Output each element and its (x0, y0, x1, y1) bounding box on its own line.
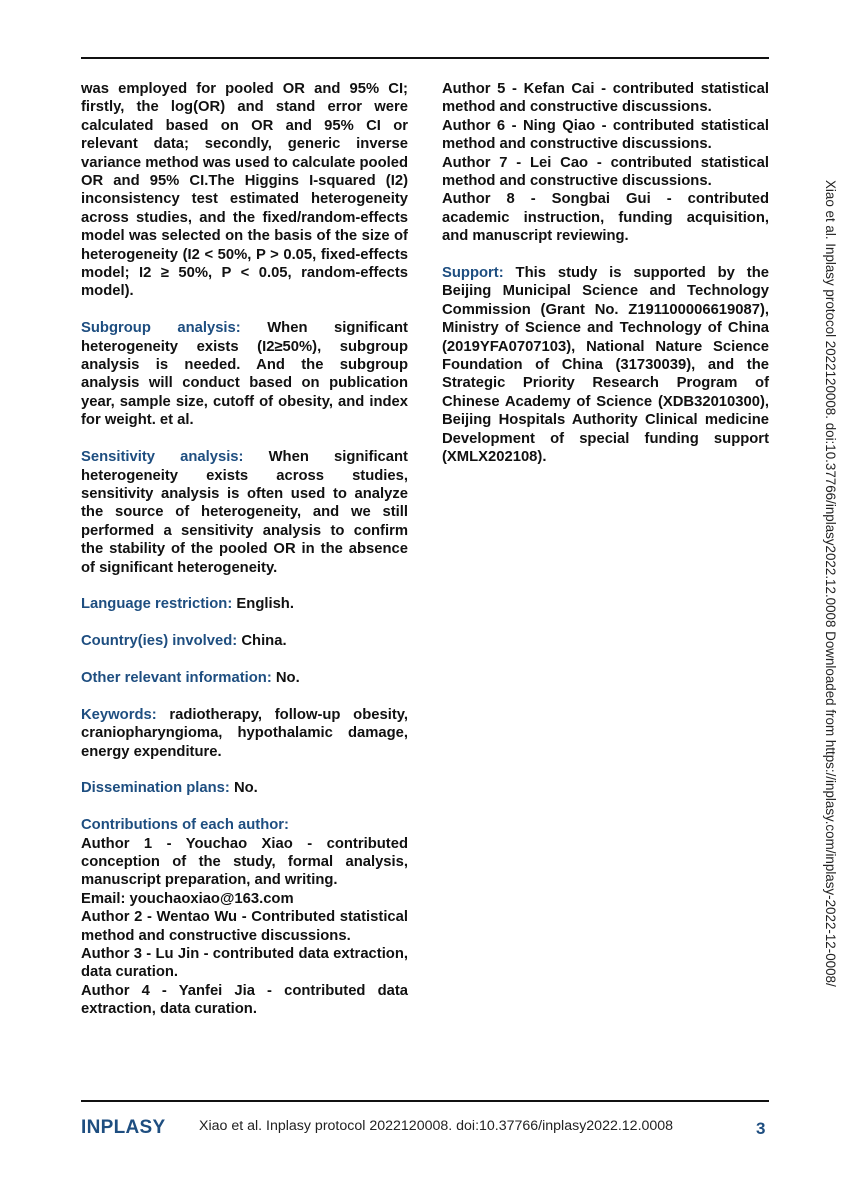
footer-citation: Xiao et al. Inplasy protocol 2022120008. doi:10.37766/inplasy2022.12.0008 (199, 1118, 674, 1134)
language-heading: Language restriction: (81, 596, 233, 613)
author-1-contribution: Author 1 - Youchao Xiao - contributed conception of the study, formal analysis, manuscript preparation, and writing. (81, 835, 408, 889)
dissemination-section (81, 779, 408, 797)
other-info-section (81, 669, 408, 687)
dissemination-text: No. (233, 780, 258, 797)
author-6-contribution: Author 6 - Ning Qiao - contributed statistical method and constructive discussions. (442, 117, 769, 153)
top-rule (81, 57, 769, 59)
author-1-email: Email: youchaoxiao@163.com (81, 890, 294, 907)
country-heading: Country(ies) involved: (81, 633, 238, 650)
contributions-heading: Contributions of each author: (81, 817, 289, 834)
sensitivity-section (81, 448, 408, 577)
author-contributions-continued (442, 80, 769, 246)
author-7-contribution: Author 7 - Lei Cao - contributed statistical method and constructive discussions. (442, 154, 769, 190)
footer-brand-logo: INPLASY (81, 1117, 166, 1138)
sensitivity-text: When significant heterogeneity exists across studies, sensitivity analysis is often used to analyze the source of heterogeneity, and we still performed a sensitivity analysis to confirm the stability of the pooled OR in the absence of significant heterogeneity. (81, 449, 408, 576)
sensitivity-heading: Sensitivity analysis: (81, 449, 244, 466)
bottom-rule (81, 1100, 769, 1102)
author-5-contribution: Author 5 - Kefan Cai - contributed statistical method and constructive discussions. (442, 81, 769, 116)
other-info-text: No. (275, 669, 300, 686)
author-3-contribution: Author 3 - Lu Jin - contributed data extraction, data curation. (81, 945, 408, 981)
left-column (81, 80, 408, 1019)
subgroup-heading: Subgroup analysis: (81, 320, 241, 337)
country-section (81, 632, 408, 650)
support-text: This study is supported by the Beijing Municipal Science and Technology Commission (Grant No. Z191100006619087), Ministry of Science and Technology of China (2019YFA0707103), National Nature Science Foundation of China (31730039), and the Strategic Priority Research Program of Chinese Academy of Science (XDB32010300), Beijing Hospitals Authority Clinical medicine Development of special funding support (XMLX202108). (442, 265, 769, 466)
author-4-contribution: Author 4 - Yanfei Jia - contributed data extraction, data curation. (81, 982, 408, 1018)
keywords-section (81, 706, 408, 761)
contributions-section (81, 816, 408, 1018)
methods-paragraph: was employed for pooled OR and 95% CI; firstly, the log(OR) and stand error were calculated based on OR and 95% CI or relevant data; secondly, generic inverse variance method was used to calculate pooled OR and 95% CI.The Higgins I-squared (I2) inconsistency test estimated heterogeneity across studies, and the fixed/random-effects model was selected on the basis of the size of heterogeneity (I2 < 50%, P > 0.05, fixed-effects model; I2 ≥ 50%, P < 0.05, random-effects model). (81, 81, 408, 300)
language-text: English. (236, 596, 294, 613)
keywords-text: radiotherapy, follow-up obesity, craniopharyngioma, hypothalamic damage, energy expenditure. (81, 706, 408, 760)
author-8-contribution: Author 8 - Songbai Gui - contributed academic instruction, funding acquisition, and manuscript reviewing. (442, 191, 769, 245)
keywords-heading: Keywords: (81, 706, 157, 723)
subgroup-text: When significant heterogeneity exists (I2≥50%), subgroup analysis is needed. And the subgroup analysis will conduct based on publication year, sample size, cutoff of obesity, and index for weight. et al. (81, 320, 408, 429)
page-number: 3 (756, 1119, 766, 1138)
other-info-heading: Other relevant information: (81, 669, 272, 686)
subgroup-section (81, 319, 408, 429)
support-heading: Support: (442, 265, 504, 282)
dissemination-heading: Dissemination plans: (81, 780, 230, 797)
side-download-notice: Xiao et al. Inplasy protocol 2022120008. doi:10.37766/inplasy2022.12.0008 Downloaded from https://inplasy.com/inplasy-2022-12-0008/ (823, 180, 838, 987)
author-2-contribution: Author 2 - Wentao Wu - Contributed statistical method and constructive discussions. (81, 909, 408, 944)
language-section (81, 595, 408, 613)
support-section (442, 264, 769, 466)
country-text: China. (241, 633, 287, 650)
right-column (442, 80, 769, 485)
